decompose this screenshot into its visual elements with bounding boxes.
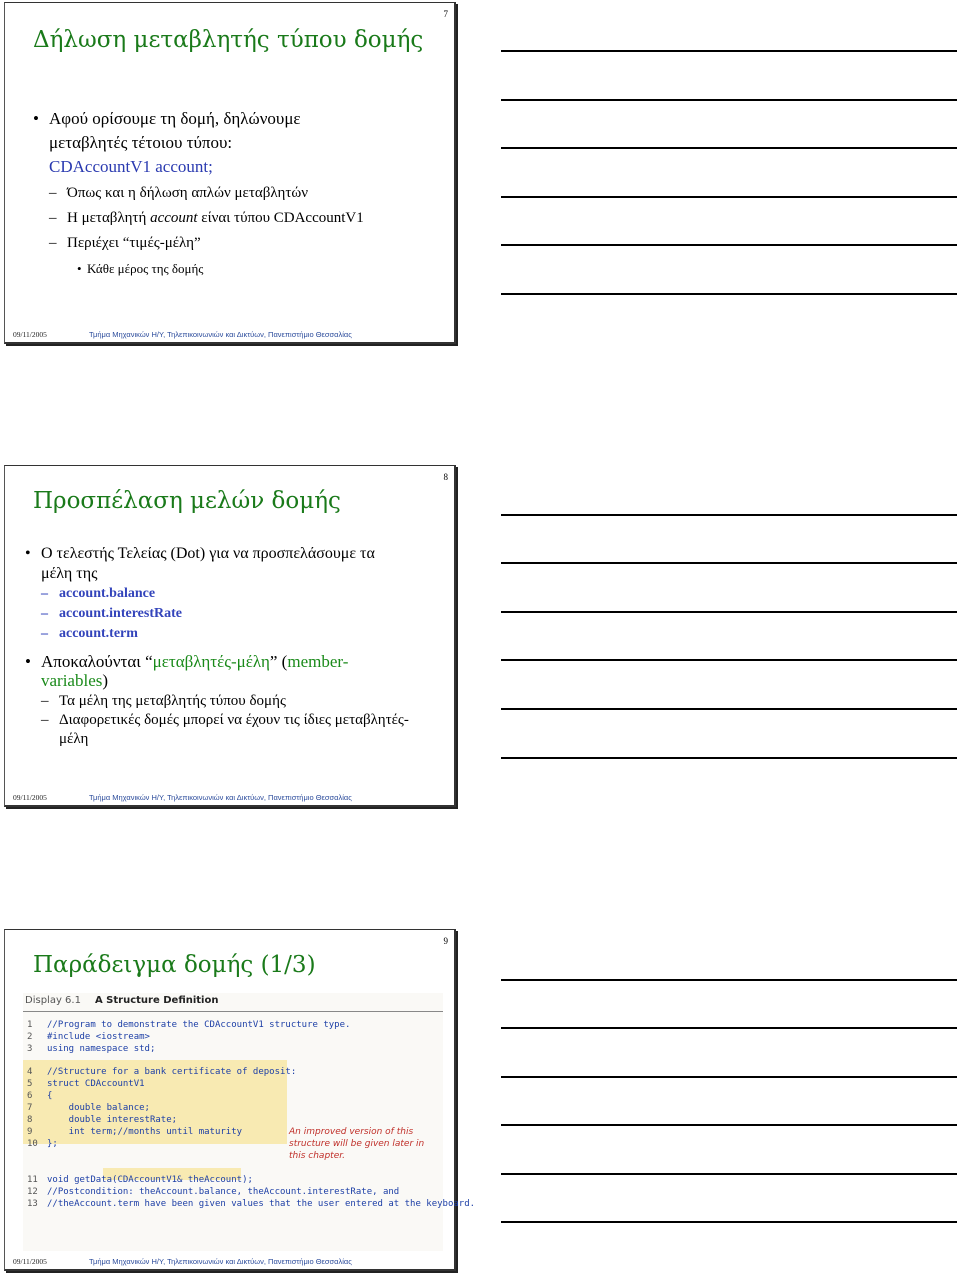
slide-7 (4, 2, 456, 344)
bullet-text: είναι τύπου CDAccountV1 (197, 210, 364, 226)
code-line (27, 1090, 52, 1102)
bullet (23, 652, 444, 690)
line-number: 13 (27, 1199, 38, 1209)
slide-8 (4, 465, 456, 807)
code-text: int term;//months until maturity (47, 1127, 243, 1137)
note-line (501, 147, 957, 149)
sub-sub-bullet (31, 256, 444, 281)
code-line (27, 1186, 399, 1198)
bullet-text: Αποκαλούνται “ (41, 652, 153, 671)
code-line (27, 1198, 475, 1210)
note-line (501, 659, 957, 661)
line-number: 4 (27, 1067, 33, 1077)
bullet-text: Η μεταβλητή (67, 210, 151, 226)
slide-body (23, 544, 444, 749)
line-number: 8 (27, 1115, 33, 1125)
footer-department: Τμήμα Μηχανικών Η/Υ, Τηλεπικοινωνιών και Δικτύων, Πανεπιστήμιο Θεσσαλίας (89, 793, 352, 802)
line-number: 7 (27, 1103, 33, 1113)
slide-footer (13, 790, 446, 802)
line-number: 9 (27, 1127, 33, 1137)
code-line (27, 1102, 150, 1114)
bullet-text: Ο τελεστής Τελείας (Dot) για να προσπελάσουμε τα (41, 545, 375, 562)
slide-number: 7 (443, 9, 448, 19)
sub-bullet (31, 181, 444, 206)
code-line (27, 1019, 350, 1031)
code-text: double balance; (47, 1103, 150, 1113)
note-line (501, 1221, 957, 1223)
bullet-text: μέλη της (41, 565, 98, 582)
bullet-text: μεταβλητές τέτοιου τύπου: (49, 133, 233, 152)
slide-number: 9 (443, 936, 448, 946)
code-text: { (47, 1091, 53, 1101)
bullet (23, 544, 444, 584)
slide-number: 8 (443, 472, 448, 482)
line-number: 1 (27, 1020, 33, 1030)
note-line (501, 99, 957, 101)
sub-bullet (23, 584, 444, 604)
sub-bullet (31, 206, 444, 231)
display-header (25, 995, 218, 1006)
line-number: 5 (27, 1079, 33, 1089)
slide-title: Προσπέλαση μελών δομής (33, 488, 341, 514)
code-text: CDAccountV1 account; (49, 157, 213, 176)
line-number: 12 (27, 1187, 38, 1197)
note-line (501, 1027, 957, 1029)
footer-date: 09/11/2005 (13, 793, 47, 802)
highlight-term: μεταβλητές-μέλη (152, 652, 270, 671)
code-display (23, 993, 476, 1251)
note-line (501, 244, 957, 246)
code-text: //Postcondition: theAccount.balance, theAccount.interestRate, and (47, 1187, 400, 1197)
bullet-text: ) (102, 671, 109, 690)
sub-bullet (31, 231, 444, 256)
slide-9 (4, 929, 476, 1271)
note-line (501, 979, 957, 981)
note-line (501, 514, 957, 516)
slide-title: Δήλωση μεταβλητής τύπου δομής (33, 27, 424, 53)
code-line (27, 1078, 145, 1090)
member-access-code: account.balance (59, 586, 156, 601)
slide-title: Παράδειγμα δομής (1/3) (33, 952, 316, 978)
bullet-text: Κάθε μέρος της δομής (87, 261, 204, 276)
line-number: 3 (27, 1044, 33, 1054)
note-line (501, 196, 957, 198)
footer-date: 09/11/2005 (13, 1257, 47, 1266)
annotation-note: An improved version of this structure will be given later in this chapter. (289, 1127, 425, 1161)
slide-footer (13, 1254, 446, 1266)
footer-department: Τμήμα Μηχανικών Η/Υ, Τηλεπικοινωνιών και Δικτύων, Πανεπιστήμιο Θεσσαλίας (89, 1257, 352, 1266)
code-text: void getData(CDAccountV1& theAccount); (47, 1175, 253, 1185)
line-number: 2 (27, 1032, 33, 1042)
bullet (31, 107, 444, 179)
code-text: using namespace std; (47, 1044, 156, 1054)
note-line (501, 50, 957, 52)
code-text: //theAccount.term have been given values that the user entered at the keyboard. (47, 1199, 476, 1209)
bullet-text: Τα μέλη της μεταβλητής τύπου δομής (59, 693, 286, 709)
code-text: double interestRate; (47, 1115, 178, 1125)
display-label: Display 6.1 (25, 995, 81, 1006)
highlight-term: variables (41, 671, 103, 690)
line-number: 11 (27, 1175, 38, 1185)
slide-footer (13, 327, 446, 339)
code-text: }; (47, 1139, 58, 1149)
note-line (501, 1076, 957, 1078)
code-line (27, 1043, 155, 1055)
code-text: //Program to demonstrate the CDAccountV1 structure type. (47, 1020, 351, 1030)
sub-bullet (23, 711, 444, 749)
code-line (27, 1138, 58, 1150)
bullet-text: Διαφορετικές δομές μπορεί να έχουν τις ίδιες μεταβλητές- (59, 712, 409, 728)
sub-bullet (23, 692, 444, 711)
code-text: struct CDAccountV1 (47, 1079, 145, 1089)
note-line (501, 757, 957, 759)
note-line (501, 562, 957, 564)
code-line (27, 1126, 242, 1138)
bullet-text: Περιέχει “τιμές-μέλη” (67, 235, 201, 251)
code-line (27, 1174, 253, 1186)
code-line (27, 1066, 296, 1078)
code-text: #include <iostream> (47, 1032, 150, 1042)
footer-department: Τμήμα Μηχανικών Η/Υ, Τηλεπικοινωνιών και Δικτύων, Πανεπιστήμιο Θεσσαλίας (89, 330, 352, 339)
slide-body (31, 107, 444, 281)
bullet-text: μέλη (59, 731, 89, 747)
line-number: 10 (27, 1139, 38, 1149)
note-line (501, 611, 957, 613)
bullet-text: Αφού ορίσουμε τη δομή, δηλώνουμε (49, 109, 301, 128)
display-title: A Structure Definition (94, 995, 219, 1006)
line-number: 6 (27, 1091, 33, 1101)
member-access-code: account.interestRate (59, 606, 182, 621)
sub-bullet (23, 624, 444, 644)
member-access-code: account.term (59, 626, 138, 641)
variable-name: account (150, 210, 198, 226)
footer-date: 09/11/2005 (13, 330, 47, 339)
divider (23, 1011, 443, 1012)
code-line (27, 1031, 150, 1043)
note-line (501, 1173, 957, 1175)
bullet-text: Όπως και η δήλωση απλών μεταβλητών (67, 185, 309, 201)
highlight-term: member- (287, 652, 349, 671)
note-line (501, 1124, 957, 1126)
note-line (501, 293, 957, 295)
code-line (27, 1114, 177, 1126)
bullet-text: ” ( (269, 652, 288, 671)
sub-bullet (23, 604, 444, 624)
note-line (501, 708, 957, 710)
code-text: //Structure for a bank certificate of deposit: (47, 1067, 297, 1077)
